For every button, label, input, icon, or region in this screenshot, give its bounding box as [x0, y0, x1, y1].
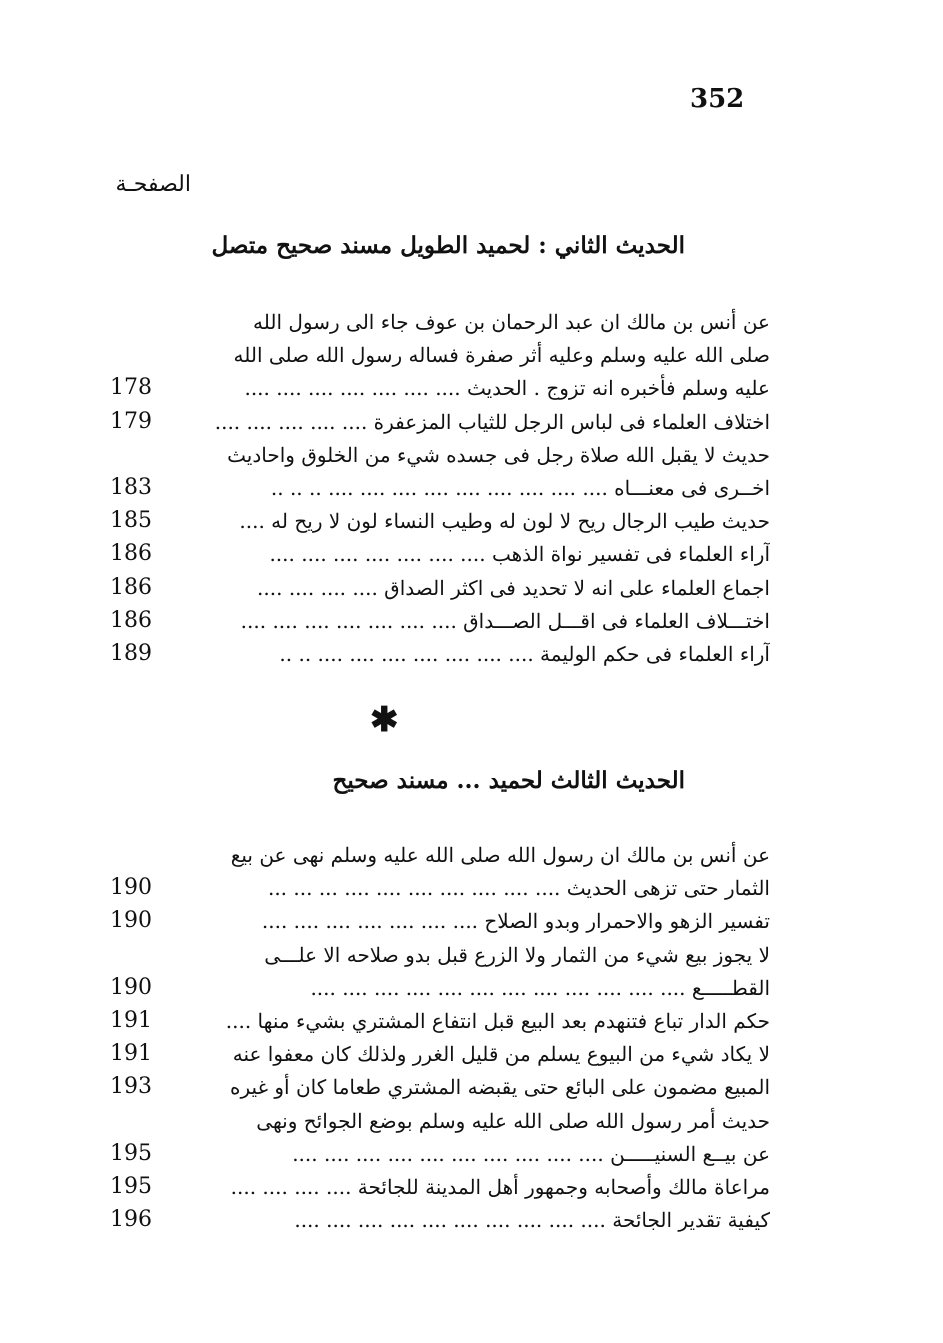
toc-entry-text: آراء العلماء فى تفسير نواة الذهب .... .... .... .... .... .... .... — [269, 542, 770, 567]
toc-entry — [100, 1004, 770, 1037]
toc-entry — [100, 504, 770, 537]
toc-entry-text: عن أنس بن مالك ان رسول الله صلى الله عليه وسلم نهى عن بيع — [230, 843, 770, 867]
toc-list — [100, 838, 770, 1236]
toc-entry-page: 178 — [110, 375, 152, 401]
toc-entry — [100, 1070, 770, 1103]
toc-entry — [100, 338, 770, 371]
toc-list — [100, 305, 770, 670]
toc-entry-text: تفسير الزهو والاحمرار وبدو الصلاح .... .... .... .... .... .... .... — [261, 909, 770, 934]
toc-entry-page: 195 — [110, 1140, 152, 1166]
toc-entry-page: 193 — [110, 1074, 152, 1100]
toc-entry-text: حديث لا يقبل الله صلاة رجل فى جسده شيء من الخلوق واحاديث — [227, 442, 770, 467]
toc-entry — [100, 838, 770, 871]
toc-entry — [100, 405, 770, 438]
toc-entry — [100, 904, 770, 937]
toc-entry-page: 191 — [110, 1007, 152, 1033]
toc-entry-text: حديث أمر رسول الله صلى الله عليه وسلم بوضع الجوائح ونهى — [256, 1108, 770, 1133]
toc-entry-text: القطـــــع .... .... .... .... .... .... .... .... .... .... .... .... — [310, 975, 770, 1000]
toc-entry-text: مراعاة مالك وأصحابه وجمهور أهل المدينة للجائحة .... .... .... .... — [230, 1174, 770, 1199]
toc-entry — [100, 537, 770, 570]
toc-entry-text: اخــرى فى معنـــاه .... .... .... .... .... .... .... .... .... .. .. .. — [270, 475, 770, 500]
toc-entry — [100, 305, 770, 338]
section-title-hadith-3: الحديث الثالث لحميد ... مسند صحيح — [332, 767, 685, 794]
toc-entry-text: آراء العلماء فى حكم الوليمة .... .... .... .... .... .... .... .. .. — [279, 641, 770, 666]
toc-entry-text: حكم الدار تباع فتنهدم بعد البيع قبل انتفاع المشتري بشيء منها .... — [225, 1008, 770, 1033]
toc-entry-page: 185 — [110, 508, 152, 534]
toc-entry-text: اجماع العلماء على انه لا تحديد فى اكثر الصداق .... .... .... .... — [257, 575, 770, 600]
toc-entry — [100, 971, 770, 1004]
toc-entry — [100, 938, 770, 971]
toc-entry-text: لا يكاد شيء من البيوع يسلم من قليل الغرر ولذلك كان معفوا عنه — [232, 1042, 770, 1067]
toc-entry — [100, 1203, 770, 1236]
toc-entry-page: 190 — [110, 974, 152, 1000]
toc-entry-text: صلى الله عليه وسلم وعليه أثر صفرة فساله رسول الله صلى الله — [233, 343, 770, 368]
toc-entry-text: حديث طيب الرجال ريح لا لون له وطيب النساء لون لا ريح له .... — [239, 509, 770, 534]
toc-entry-text: اختـــلاف العلماء فى اقـــل الصـــداق .... .... .... .... .... .... .... — [240, 608, 770, 633]
toc-entry-text: لا يجوز بيع شيء من الثمار ولا الزرع قبل بدو صلاحه الا علـــى — [264, 942, 770, 967]
toc-entry — [100, 571, 770, 604]
toc-entry-page: 186 — [110, 541, 152, 567]
toc-entry — [100, 1037, 770, 1070]
toc-entry-page: 179 — [110, 408, 152, 434]
toc-entry — [100, 604, 770, 637]
toc-entry — [100, 1170, 770, 1203]
toc-entry — [100, 1137, 770, 1170]
toc-entry-page: 190 — [110, 908, 152, 934]
toc-entry-page: 191 — [110, 1041, 152, 1067]
section-title-hadith-2: الحديث الثاني : لحميد الطويل مسند صحيح متصل — [211, 232, 685, 259]
toc-entry-text: اختلاف العلماء فى لباس الرجل للثياب المزعفرة .... .... .... .... .... — [214, 409, 770, 434]
toc-entry-text: المبيع مضمون على البائع حتى يقبضه المشتري طعاما كان أو غيره — [230, 1075, 770, 1100]
toc-entry-page: 186 — [110, 574, 152, 600]
toc-entry-text: عن أنس بن مالك ان عبد الرحمان بن عوف جاء الى رسول الله — [253, 310, 770, 334]
asterisk-separator-icon: ✱ — [370, 700, 399, 740]
toc-entry — [100, 871, 770, 904]
toc-entry-page: 186 — [110, 607, 152, 633]
toc-entry-page: 196 — [110, 1207, 152, 1233]
toc-entry-page: 189 — [110, 640, 152, 666]
toc-entry — [100, 1104, 770, 1137]
toc-entry — [100, 637, 770, 670]
toc-entry — [100, 438, 770, 471]
toc-entry-text: الثمار حتى تزهى الحديث .... .... .... .... .... .... .... ... ... ... — [267, 876, 770, 901]
toc-entry-page: 183 — [110, 474, 152, 500]
toc-entry-text: عن بيــع السنيـــــن .... .... .... .... .... .... .... .... .... .... — [292, 1141, 770, 1166]
page-column-header: الصفحـة — [115, 172, 191, 197]
toc-entry — [100, 371, 770, 404]
toc-entry-page: 190 — [110, 875, 152, 901]
page-number: 352 — [690, 84, 745, 114]
toc-entry — [100, 471, 770, 504]
toc-entry-page: 195 — [110, 1173, 152, 1199]
toc-entry-text: كيفية تقدير الجائحة .... .... .... .... .... .... .... .... .... .... — [294, 1208, 770, 1233]
toc-entry-text: عليه وسلم فأخبره انه تزوج . الحديث .... .... .... .... .... .... .... — [244, 376, 770, 401]
